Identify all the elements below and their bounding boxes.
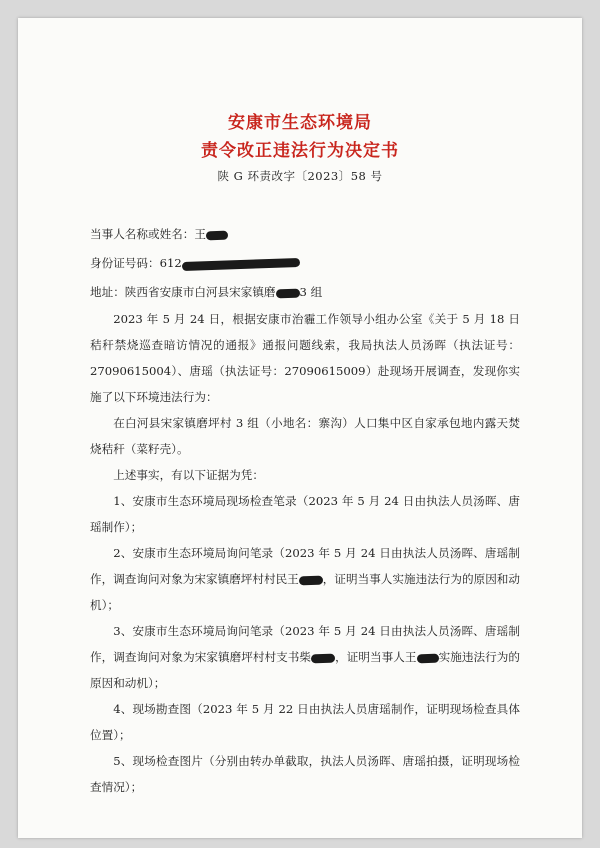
party-name-value: 王: [194, 227, 206, 241]
redaction-mark: [275, 288, 299, 298]
party-id-label: 身份证号码：: [90, 256, 160, 270]
evidence-item-2-text-a: 2、安康市生态环境局询问笔录（2023 年 5 月 24 日由执法人员汤晖、唐瑶制作，调查询问对象为宋家镇磨坪村村民王: [90, 546, 520, 586]
party-id-value: 612: [159, 256, 182, 270]
paragraph-violation: 在白河县宋家镇磨坪村 3 组（小地名：寨沟）人口集中区自家承包地内露天焚烧秸秆（菜籽壳）。: [90, 416, 520, 456]
paragraph-evidence-intro: 上述事实，有以下证据为凭：: [113, 468, 264, 482]
evidence-item-3: [90, 618, 520, 696]
party-address-value: 陕西省安康市白河县宋家镇磨: [124, 285, 276, 299]
document-number: 陕 G 环责改字〔2023〕58 号: [217, 169, 383, 183]
redaction-mark: [416, 653, 438, 663]
redaction-mark: [311, 653, 335, 663]
evidence-item-3-text-a: 3、安康市生态环境局询问笔录（2023 年 5 月 24 日由执法人员汤晖、唐瑶制作，调查询问对象为宋家镇磨坪村村支书柴: [90, 624, 520, 664]
paragraph-investigation: 2023 年 5 月 24 日，根据安康市治霾工作领导小组办公室《关于 5 月 18 日秸秆禁烧巡查暗访情况的通报》通报问题线索，我局执法人员汤晖（执法证号：27090615004）、唐瑶（执法证号：27090615009）赴现场开展调查，发现你实施了以下环境违法行为：: [90, 312, 520, 404]
decision-document-page: [18, 18, 582, 838]
evidence-item-2: [90, 540, 520, 618]
evidence-item-3-text-b: ，证明当事人王: [335, 650, 417, 664]
party-address-line: [90, 284, 322, 300]
redaction-mark: [206, 230, 228, 240]
party-name-label: 当事人名称或姓名：: [90, 227, 195, 241]
redaction-mark: [182, 257, 300, 270]
party-address-label: 地址：: [90, 285, 125, 299]
evidence-item-1: 1、安康市生态环境局现场检查笔录（2023 年 5 月 24 日由执法人员汤晖、唐瑶制作）；: [90, 494, 520, 534]
redaction-mark: [299, 575, 323, 585]
agency-title: 安康市生态环境局: [228, 113, 372, 133]
document-title: 责令改正违法行为决定书: [201, 141, 399, 161]
evidence-item-4: 4、现场勘查图（2023 年 5 月 22 日由执法人员唐瑶制作，证明现场检查具体位置）；: [90, 702, 520, 742]
evidence-item-3-text-c: 实施违法行为的原因和动机）；: [90, 650, 520, 690]
evidence-item-5: 5、现场检查图片（分别由转办单截取，执法人员汤晖、唐瑶拍摄，证明现场检查情况）；: [90, 754, 520, 794]
party-name-line: [90, 226, 228, 242]
party-id-line: [90, 255, 300, 271]
evidence-item-2-text-b: ，证明当事人实施违法行为的原因和动机）；: [90, 572, 520, 612]
party-address-suffix: 3 组: [299, 285, 323, 299]
